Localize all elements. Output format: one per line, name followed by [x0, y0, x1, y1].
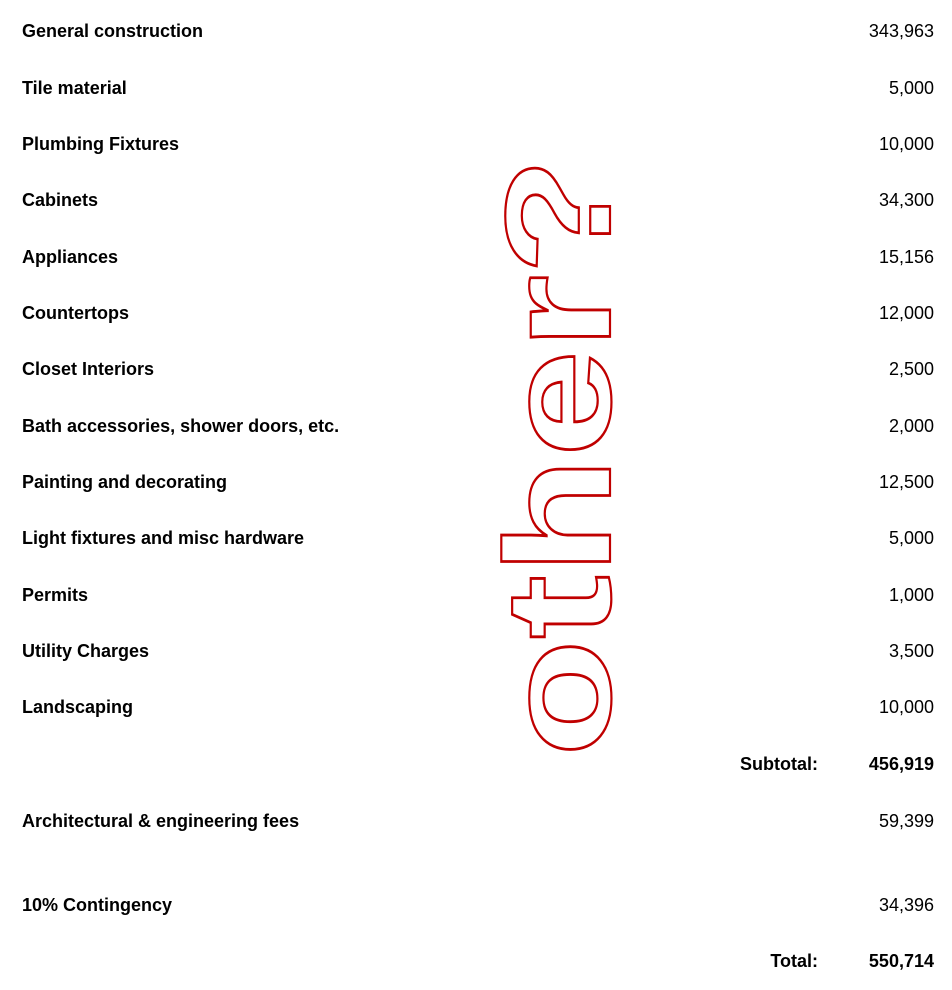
line-item-value: 5,000 — [888, 528, 934, 548]
line-item-value: 12,000 — [878, 303, 934, 323]
total-row — [22, 949, 934, 973]
fees-value: 59,399 — [878, 811, 934, 831]
line-item-label: Painting and decorating — [22, 472, 228, 492]
line-item-label: General construction — [22, 21, 204, 41]
line-item-row — [22, 583, 934, 607]
line-item-value: 10,000 — [878, 697, 934, 717]
line-item-row — [22, 639, 934, 663]
total-value: 550,714 — [868, 951, 934, 971]
line-item-value: 343,963 — [868, 21, 934, 41]
line-item-value: 1,000 — [888, 585, 934, 605]
subtotal-value: 456,919 — [868, 754, 934, 774]
total-label: Total: — [770, 951, 818, 971]
line-item-label: Cabinets — [22, 190, 99, 210]
line-item-label: Light fixtures and misc hardware — [22, 528, 305, 548]
contingency-row — [22, 893, 934, 917]
subtotal-row — [22, 752, 934, 776]
line-item-row — [22, 301, 934, 325]
line-item-row — [22, 695, 934, 719]
line-item-row — [22, 526, 934, 550]
line-item-value: 5,000 — [888, 78, 934, 98]
line-item-label: Bath accessories, shower doors, etc. — [22, 416, 340, 436]
line-item-value: 34,300 — [878, 190, 934, 210]
fees-row — [22, 809, 934, 833]
line-item-label: Utility Charges — [22, 641, 150, 661]
line-item-value: 10,000 — [878, 134, 934, 154]
line-item-label: Closet Interiors — [22, 359, 155, 379]
contingency-value: 34,396 — [878, 895, 934, 915]
line-item-row — [22, 188, 934, 212]
line-item-label: Countertops — [22, 303, 129, 323]
line-item-value: 15,156 — [878, 247, 934, 267]
line-item-value: 12,500 — [878, 472, 934, 492]
watermark-text: other? — [474, 290, 642, 757]
line-item-row — [22, 132, 934, 156]
subtotal-label: Subtotal: — [740, 754, 818, 774]
line-item-value: 2,500 — [888, 359, 934, 379]
line-item-row — [22, 414, 934, 438]
line-item-label: Appliances — [22, 247, 119, 267]
line-item-row — [22, 470, 934, 494]
line-item-value: 2,000 — [888, 416, 934, 436]
line-item-value: 3,500 — [888, 641, 934, 661]
line-item-label: Permits — [22, 585, 89, 605]
line-item-label: Plumbing Fixtures — [22, 134, 180, 154]
line-item-label: Tile material — [22, 78, 127, 98]
line-item-row — [22, 245, 934, 269]
line-item-row — [22, 357, 934, 381]
line-item-row — [22, 76, 934, 100]
contingency-label: 10% Contingency — [22, 895, 173, 915]
fees-label: Architectural & engineering fees — [22, 811, 300, 831]
line-item-row — [22, 19, 934, 43]
line-item-label: Landscaping — [22, 697, 134, 717]
